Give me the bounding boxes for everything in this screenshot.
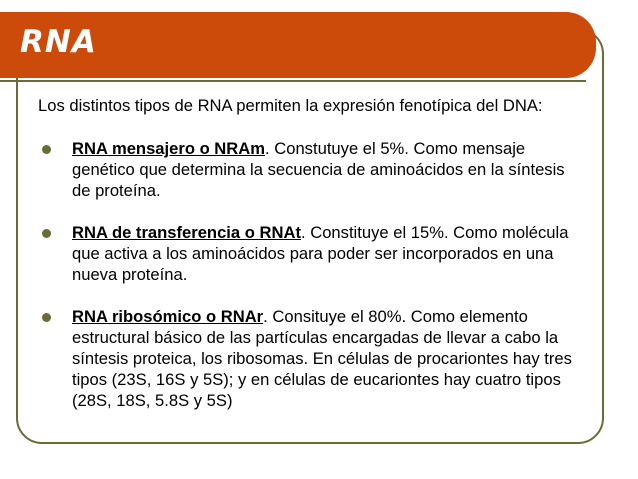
bullet-dot-icon xyxy=(42,145,51,154)
title-underline xyxy=(0,80,586,82)
bullet-item-rrna xyxy=(38,306,578,411)
bullet-item-mrna xyxy=(38,138,578,201)
intro-text: Los distintos tipos de RNA permiten la expresión fenotípica del DNA: xyxy=(38,96,543,115)
bullet-text: . Constutuye el 5%. Como mensaje genético que determina la secuencia de aminoácidos en la síntesis de proteína. xyxy=(72,139,565,200)
bullet-dot-icon xyxy=(42,229,51,238)
bullet-term: RNA ribosómico o RNAr xyxy=(72,307,264,326)
bullet-text: . Consituye el 80%. Como elemento estructural básico de las partículas encargadas de llevar a cabo la síntesis proteica, los ribosomas. En células de procariontes hay tres tipos (23S, 16S y 5S); y en células de eucariontes hay cuatro tipos (28S, 18S, 5.8S y 5S) xyxy=(72,307,572,410)
bullet-dot-icon xyxy=(42,313,51,322)
slide-title: RNA xyxy=(20,24,97,60)
bullet-term: RNA de transferencia o RNAt xyxy=(72,223,301,242)
slide-content xyxy=(38,95,578,432)
bullet-item-trna xyxy=(38,222,578,285)
bullet-text: . Constituye el 15%. Como molécula que activa a los aminoácidos para poder ser incorporados en una nueva proteína. xyxy=(72,223,569,284)
bullet-term: RNA mensajero o NRAm xyxy=(72,139,266,158)
